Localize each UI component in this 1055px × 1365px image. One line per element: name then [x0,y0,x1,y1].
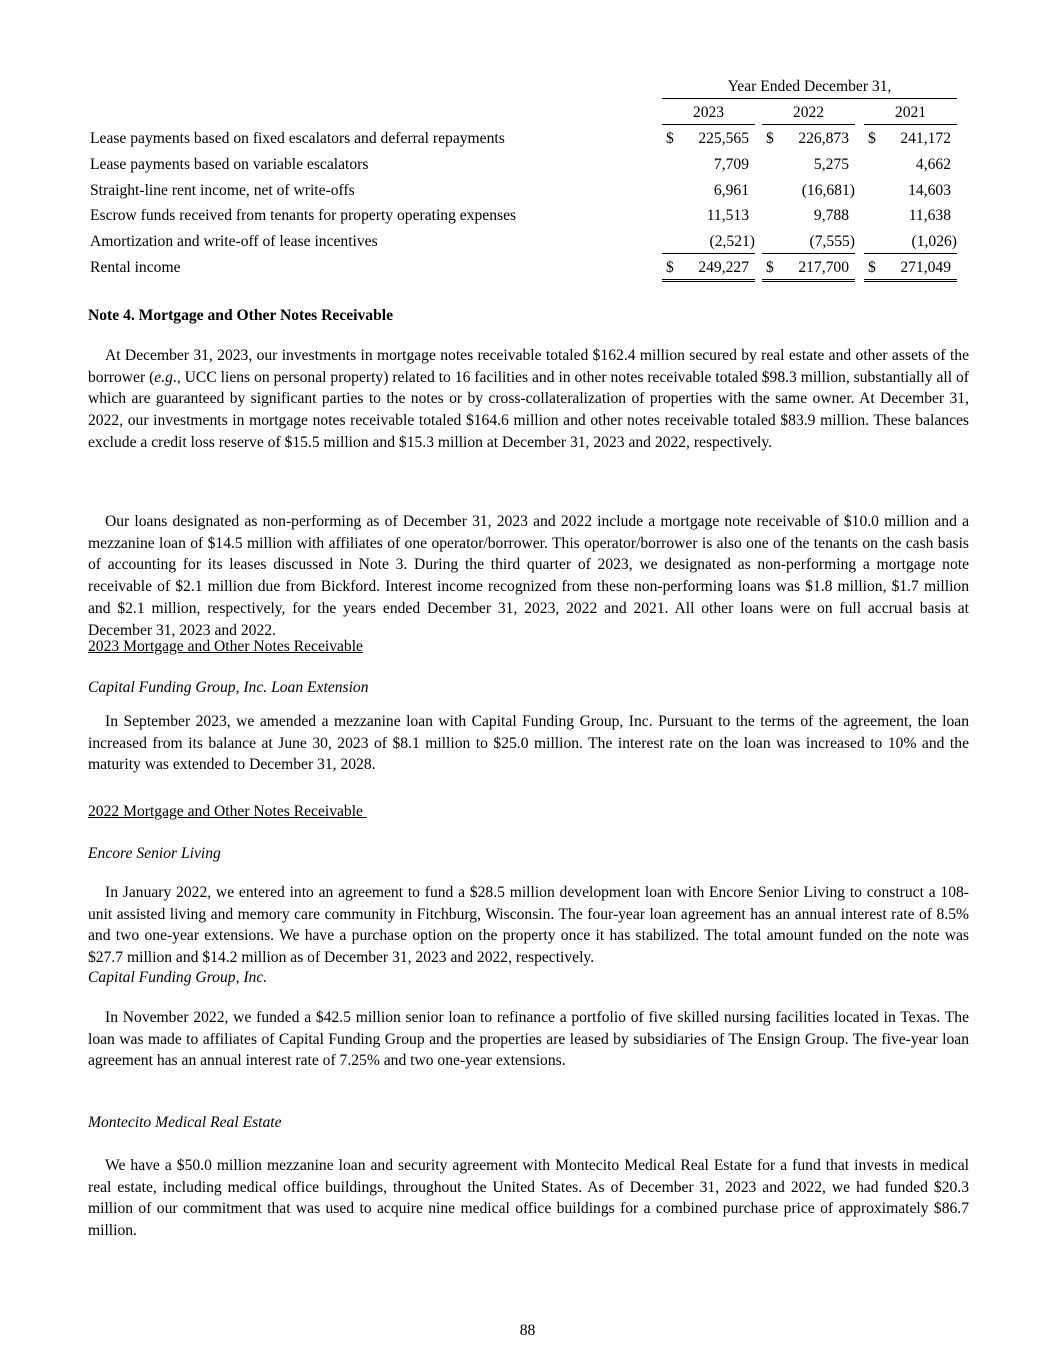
table-cell [762,154,855,176]
table-cell [662,128,755,150]
cell-value: 5,275 [813,155,849,173]
currency-symbol: $ [868,130,876,147]
paragraph: We have a $50.0 million mezzanine loan and security agreement with Montecito Medical Real Estate for a fund that invests in medical real estate, including medical office buildings, throughout the United States. As of December 31, 2023 and 2022, we had funded $20.3 million of our commitment that was used to acquire nine medical office buildings for a combined purchase price of approximately $86.7 million. [88,1157,969,1240]
table-row [88,154,968,176]
cell-value: 241,172 [900,130,951,147]
subheading: Capital Funding Group, Inc. [88,969,268,986]
table-cell [762,180,855,202]
table-cell [762,257,855,282]
currency-symbol: $ [766,259,774,276]
cell-value: 4,662 [915,155,951,173]
table-period-header: Year Ended December 31, [662,76,957,99]
year-header: 2023 [662,102,755,125]
table-cell [762,128,855,150]
cell-value: 11,513 [706,207,749,225]
row-label: Rental income [90,259,181,276]
cell-value: 225,565 [698,130,749,147]
text-italic: e.g [154,368,173,386]
table-cell [864,180,957,202]
year-header: 2022 [762,102,855,125]
note-heading: Note 4. Mortgage and Other Notes Receivable [88,307,394,324]
year-header: 2021 [864,102,957,125]
section-heading-2023: 2023 Mortgage and Other Notes Receivable [88,638,363,655]
table-cell [662,257,755,282]
cell-value: 249,227 [698,259,749,276]
paragraph: Our loans designated as non-performing as of December 31, 2023 and 2022 include a mortgage note receivable of $10.0 million and a mezzanine loan of $14.5 million with affiliates of one operator/borrower. This operator/borrower is also one of the tenants on the cash basis of accounting for its leases discussed in Note 3. During the third quarter of 2023, we designated as non-performing a mortgage note receivable of $2.1 million due from Bickford. Interest income recognized from these non-performing loans was $1.8 million, $1.7 million and $2.1 million, respectively, for the years ended December 31, 2023, 2022 and 2021. All other loans were on full accrual basis at December 31, 2023 and 2022. [88,513,969,639]
row-label: Lease payments based on variable escalators [90,155,369,173]
table-row [88,257,968,279]
currency-symbol: $ [666,130,674,147]
cell-value: (2,521) [709,233,755,251]
cell-value: (7,555) [809,233,855,251]
table-row [88,205,968,227]
section-heading-2022: 2022 Mortgage and Other Notes Receivable [88,803,367,820]
row-label: Amortization and write-off of lease incentives [90,233,378,251]
table-cell [864,205,957,227]
table-cell [864,257,957,282]
currency-symbol: $ [868,259,876,276]
table-cell [864,231,957,254]
cell-value: 7,709 [713,155,749,173]
table-header-row [88,76,968,98]
paragraph [88,345,969,454]
table-cell [662,154,755,176]
text: At December 31, 2023, our investments in mortgage notes receivable totaled $162.4 million secured by real estate and other assets of the borrower ( [88,347,969,386]
table-row [88,180,968,202]
table-years-row [88,102,968,124]
table-cell [662,180,755,202]
row-label: Straight-line rent income, net of write-offs [90,181,355,199]
cell-value: (16,681) [801,181,855,199]
cell-value: 14,603 [908,181,951,199]
table-cell [762,205,855,227]
text: ., UCC liens on personal property) related to 16 facilities and in other notes receivable totaled $98.3 million, substantially all of which are guaranteed by significant parties to the notes or by cross-collateralization of properties with the same owner. At December 31, 2022, our investments in mortgage notes receivable totaled $164.6 million and other notes receivable totaled $83.9 million. These balances exclude a credit loss reserve of $15.5 million and $15.3 million at December 31, 2023 and 2022, respectively. [88,368,969,451]
cell-value: 6,961 [713,181,749,199]
cell-value: 9,788 [813,207,849,225]
row-label: Lease payments based on fixed escalators and deferral repayments [90,130,505,147]
table-cell [762,231,855,254]
currency-symbol: $ [766,130,774,147]
cell-value: 226,873 [798,130,849,147]
cell-value: 271,049 [900,259,951,276]
table-row [88,128,968,150]
cell-value: (1,026) [911,233,957,251]
subheading: Encore Senior Living [88,845,221,862]
paragraph: In November 2022, we funded a $42.5 million senior loan to refinance a portfolio of five skilled nursing facilities located in Texas. The loan was made to affiliates of Capital Funding Group and the properties are leased by subsidiaries of The Ensign Group. The five-year loan agreement has an annual interest rate of 7.25% and two one-year extensions. [88,1009,969,1070]
table-cell [864,154,957,176]
row-label: Escrow funds received from tenants for property operating expenses [90,207,517,225]
table-row [88,231,968,253]
subheading: Montecito Medical Real Estate [88,1114,282,1131]
page-number: 88 [519,1322,536,1339]
subheading: Capital Funding Group, Inc. Loan Extension [88,679,369,696]
cell-value: 11,638 [908,207,951,225]
table-cell [662,205,755,227]
paragraph: In September 2023, we amended a mezzanine loan with Capital Funding Group, Inc. Pursuant to the terms of the agreement, the loan increased from its balance at June 30, 2023 of $8.1 million to $25.0 million. The interest rate on the loan was increased to 10% and the maturity was extended to December 31, 2028. [88,713,969,774]
paragraph: In January 2022, we entered into an agreement to fund a $28.5 million development loan with Encore Senior Living to construct a 108-unit assisted living and memory care community in Fitchburg, Wisconsin. The four-year loan agreement has an annual interest rate of 8.5% and two one-year extensions. We have a purchase option on the property once it has stabilized. The total amount funded on the note was $27.7 million and $14.2 million as of December 31, 2023 and 2022, respectively. [88,884,969,967]
table-cell [864,128,957,150]
currency-symbol: $ [666,259,674,276]
cell-value: 217,700 [798,259,849,276]
table-cell [662,231,755,254]
